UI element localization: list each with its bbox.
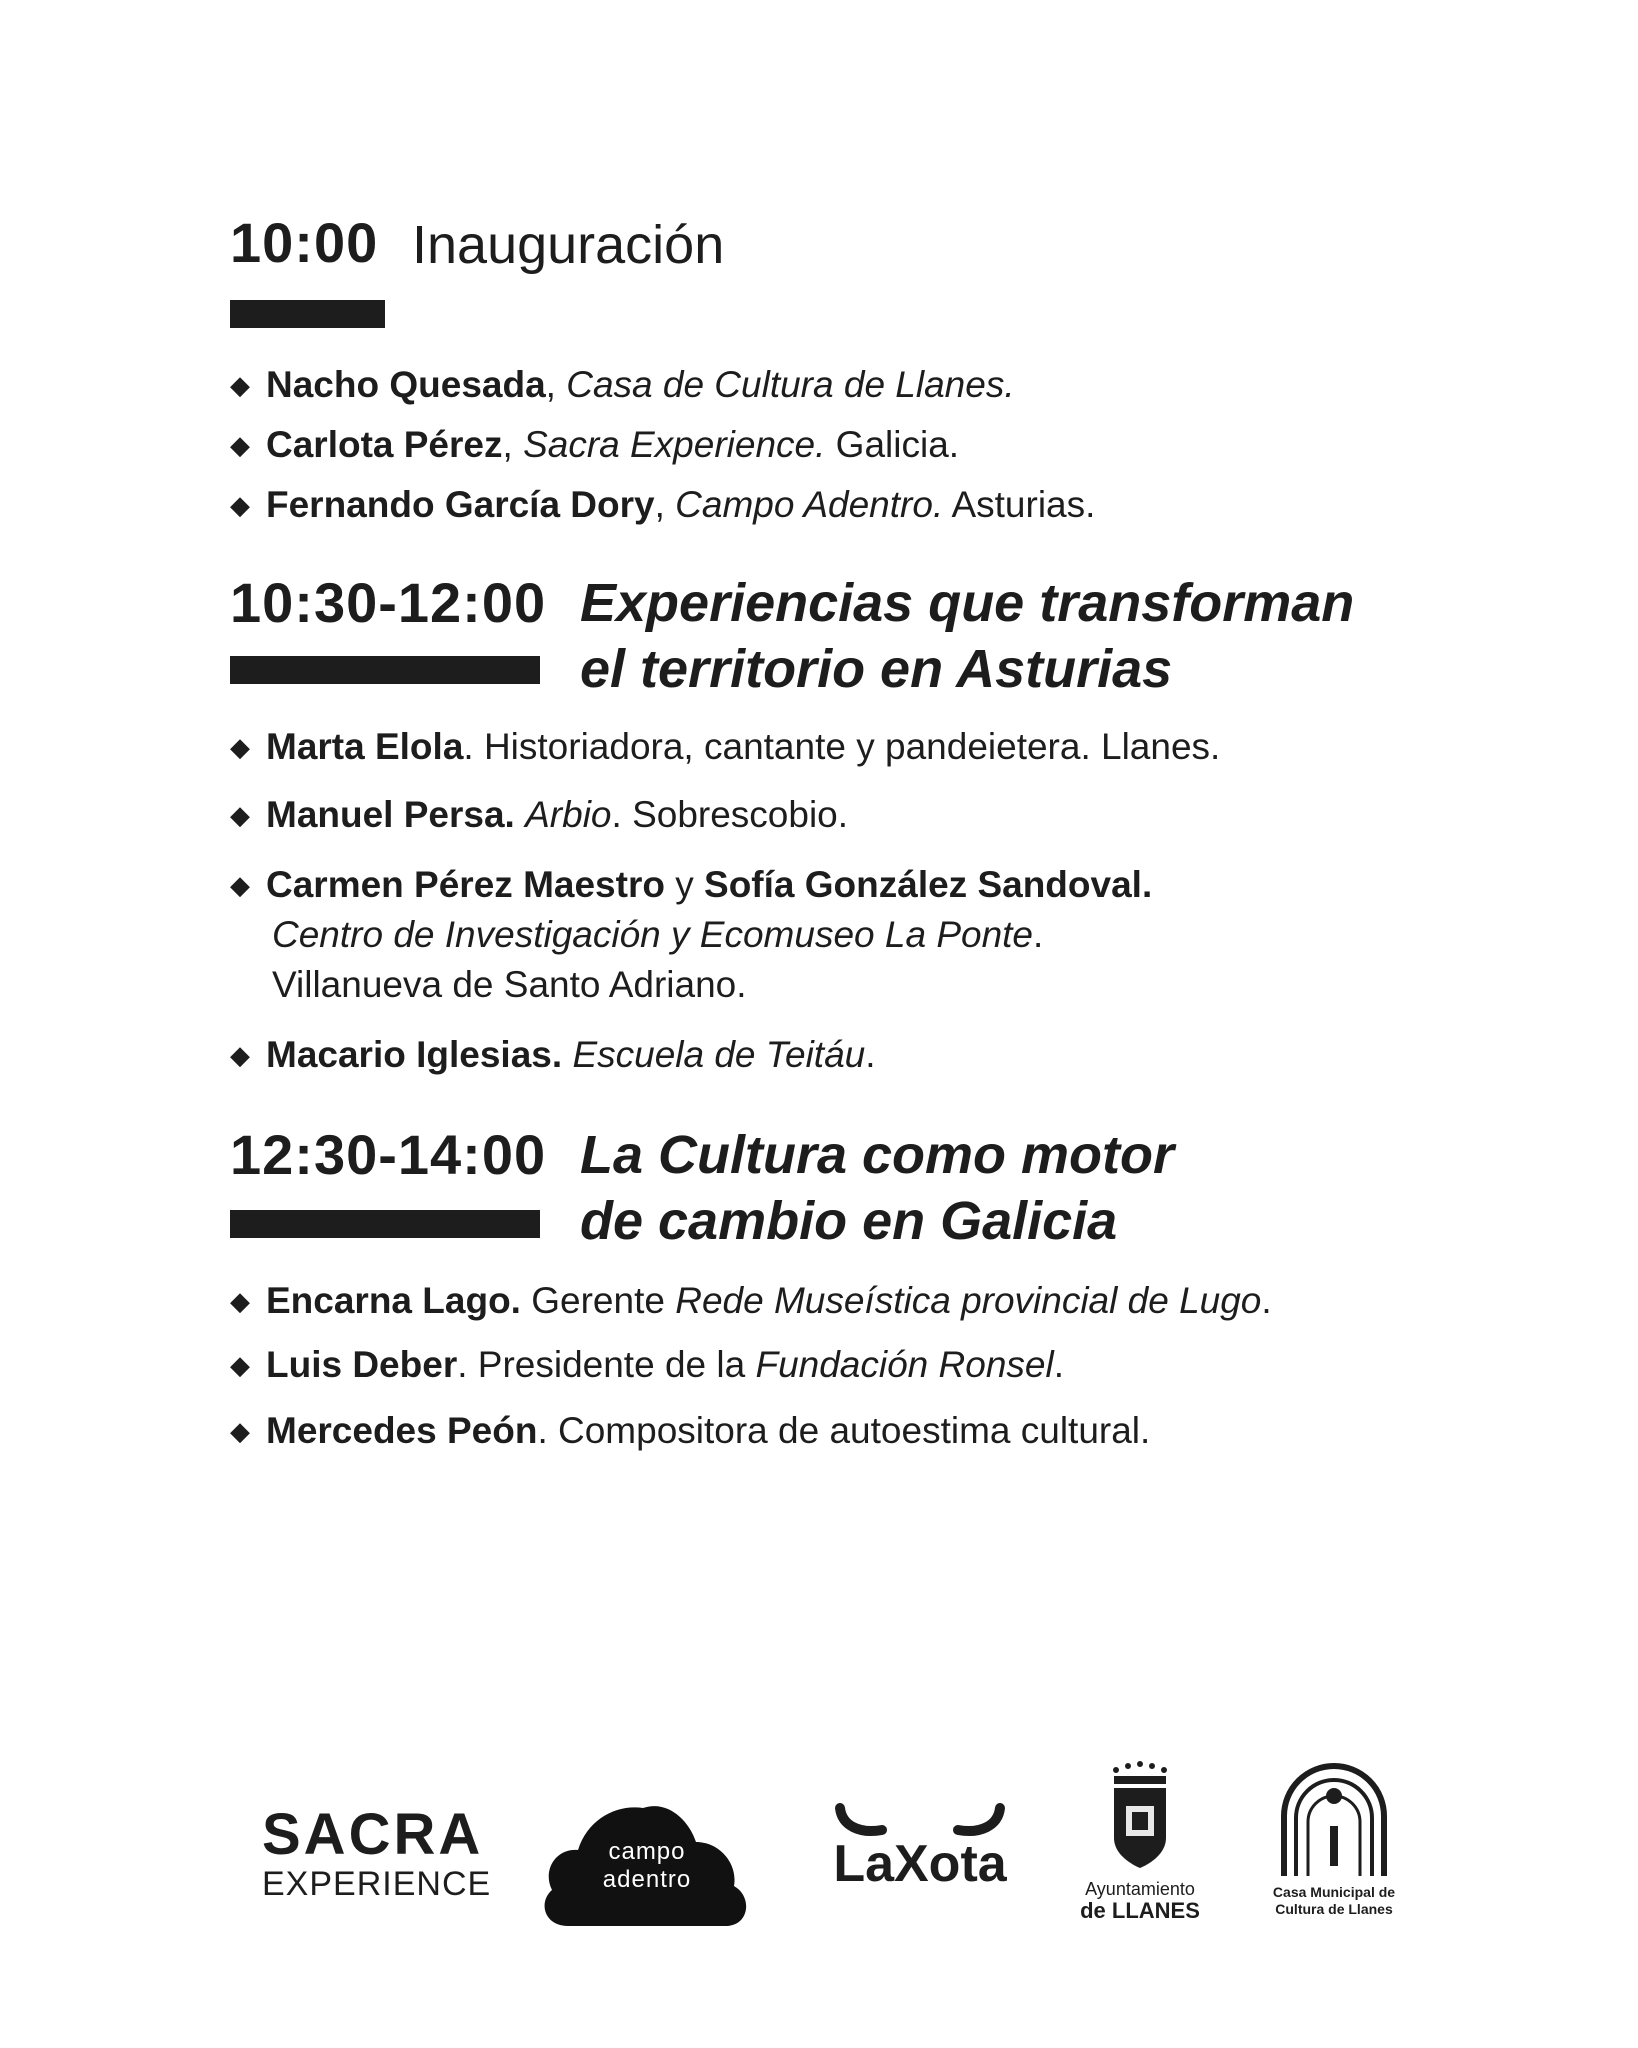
list-item: ◆ Nacho Quesada, Casa de Cultura de Llanes.	[230, 360, 1015, 410]
section-3-bar	[230, 1210, 540, 1238]
ayuntamiento-llanes-logo: Ayuntamiento de LLANES	[1060, 1760, 1220, 1930]
list-item: ◆ Luis Deber. Presidente de la Fundación Ronsel.	[230, 1340, 1064, 1390]
diamond-icon: ◆	[230, 1040, 250, 1070]
coat-of-arms-icon	[1060, 1760, 1220, 1880]
laxota-logo: LaXota	[820, 1800, 1020, 1900]
list-item: ◆ Fernando García Dory, Campo Adentro. Asturias.	[230, 480, 1095, 530]
casa-cultura-llanes-logo: Casa Municipal de Cultura de Llanes	[1254, 1760, 1414, 1930]
section-3-time: 12:30-14:00	[230, 1123, 547, 1186]
list-item: ◆ Carlota Pérez, Sacra Experience. Galicia.	[230, 420, 959, 470]
section-3-title-line1: La Cultura como motor	[580, 1125, 1175, 1185]
diamond-icon: ◆	[230, 800, 250, 830]
diamond-icon: ◆	[230, 370, 250, 400]
list-item-continuation: Centro de Investigación y Ecomuseo La Ponte.	[272, 914, 1044, 955]
diamond-icon: ◆	[230, 1416, 250, 1446]
section-1-time: 10:00	[230, 211, 379, 274]
diamond-icon: ◆	[230, 430, 250, 460]
section-1-bar	[230, 300, 385, 328]
list-item: ◆ Mercedes Peón. Compositora de autoestima cultural.	[230, 1406, 1150, 1456]
diamond-icon: ◆	[230, 1286, 250, 1316]
section-3-title-line2: de cambio en Galicia	[580, 1191, 1118, 1251]
section-2-title-line1: Experiencias que transforman	[580, 573, 1355, 633]
list-item: ◆ Carmen Pérez Maestro y Sofía González Sandoval.	[230, 860, 1152, 910]
diamond-icon: ◆	[230, 870, 250, 900]
list-item: ◆ Manuel Persa. Arbio. Sobrescobio.	[230, 790, 848, 840]
diamond-icon: ◆	[230, 490, 250, 520]
section-1-title: Inauguración	[412, 215, 725, 275]
sacra-experience-logo: SACRA EXPERIENCE	[262, 1802, 492, 1903]
section-2-time: 10:30-12:00	[230, 571, 547, 634]
sponsor-logos	[0, 1740, 1638, 1940]
arch-icon	[1254, 1760, 1414, 1880]
list-item: ◆ Encarna Lago. Gerente Rede Museística provincial de Lugo.	[230, 1276, 1272, 1326]
campo-adentro-logo: campo adentro	[538, 1798, 756, 1930]
diamond-icon: ◆	[230, 732, 250, 762]
diamond-icon: ◆	[230, 1350, 250, 1380]
list-item: ◆ Marta Elola. Historiadora, cantante y pandeietera. Llanes.	[230, 722, 1220, 772]
section-2-bar	[230, 656, 540, 684]
section-2-title-line2: el territorio en Asturias	[580, 639, 1173, 699]
list-item-continuation: Villanueva de Santo Adriano.	[272, 964, 747, 1005]
list-item: ◆ Macario Iglesias. Escuela de Teitáu.	[230, 1030, 876, 1080]
